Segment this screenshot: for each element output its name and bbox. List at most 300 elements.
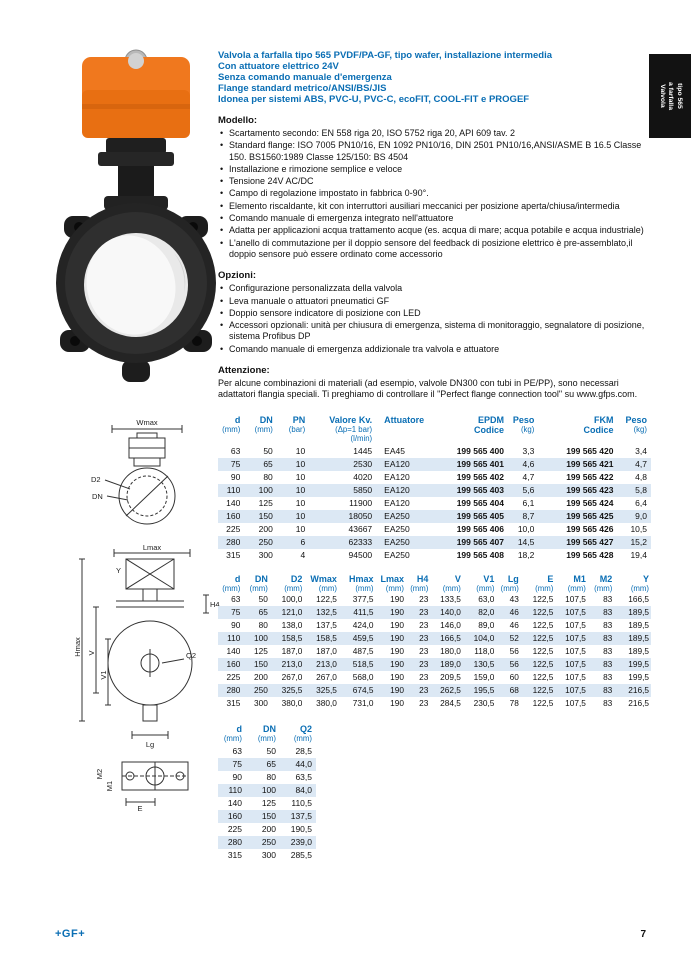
table-cell: 83: [603, 606, 613, 617]
table-cell: 6,1: [522, 497, 535, 508]
column-header: E (mm): [535, 573, 554, 593]
table-cell: 107,5: [565, 619, 586, 630]
column-header: Q2 (mm): [293, 723, 312, 743]
table-row: [218, 849, 316, 862]
table-row: [218, 658, 651, 671]
table-cell: 122,5: [532, 697, 554, 708]
table-cell: 377,5: [352, 593, 374, 604]
table-cell: 10: [295, 497, 306, 508]
dim-label-h4: H4: [210, 600, 220, 609]
table-cell: 190: [390, 697, 404, 708]
table-cell: 190: [390, 632, 404, 643]
table-cell: 239,0: [290, 836, 312, 847]
chapter-side-tab: [649, 54, 691, 138]
table-cell: EA250: [384, 523, 410, 534]
table-cell: 82,0: [478, 606, 495, 617]
model-bullet-list: [218, 128, 651, 260]
table-cell: 80: [266, 771, 276, 782]
table-cell: 160: [226, 510, 241, 521]
drawing-top-view: [82, 418, 212, 533]
table-cell: 23: [419, 645, 429, 656]
table-cell: 80: [258, 619, 268, 630]
table-cell: 100,0: [281, 593, 303, 604]
table-cell: 65: [258, 606, 268, 617]
table-cell: 46: [509, 606, 519, 617]
table-cell: 199,5: [628, 671, 649, 682]
table-row: [218, 671, 651, 684]
table-cell: 83: [603, 619, 613, 630]
table-cell: 140: [227, 797, 242, 808]
table-cell: 230,5: [473, 697, 495, 708]
table-cell: 63: [231, 593, 241, 604]
table-cell: 199 565 400: [456, 445, 504, 456]
table-cell: 107,5: [565, 671, 586, 682]
table-cell: 568,0: [352, 671, 374, 682]
table-cell: 122,5: [532, 684, 554, 695]
table-cell: 110: [228, 784, 242, 795]
table-row: [218, 758, 316, 771]
valve-actuator-image: [56, 48, 216, 396]
column-header: DN (mm): [257, 723, 276, 743]
table-cell: 68: [509, 684, 519, 695]
table-cell: 199,5: [628, 658, 649, 669]
table-cell: 189,5: [628, 632, 649, 643]
title-line: Flange standard metrico/ANSI/BS/JIS: [218, 83, 387, 94]
table-cell: 199 565 422: [566, 471, 614, 482]
table-cell: 180,0: [440, 645, 461, 656]
table-cell: 83: [603, 658, 613, 669]
table-cell: 138,0: [281, 619, 303, 630]
table-cell: 140: [226, 497, 241, 508]
table-cell: 216,5: [628, 684, 649, 695]
table-cell: 125: [258, 497, 273, 508]
table-cell: 199 565 406: [456, 523, 504, 534]
table-cell: 199 565 425: [566, 510, 614, 521]
table-row: [218, 458, 651, 471]
table-cell: 118,0: [474, 645, 495, 656]
options-bullet-list: [218, 283, 651, 355]
table-row: [218, 523, 651, 536]
table-cell: 199 565 423: [566, 484, 614, 495]
dim-label-v: V: [87, 650, 96, 656]
table-cell: 50: [263, 445, 273, 456]
table-cell: EA120: [384, 458, 410, 469]
table-cell: 10: [295, 471, 306, 482]
table-row: [218, 697, 651, 710]
table-cell: 150: [253, 658, 268, 669]
dimensions-table: [218, 574, 651, 710]
table-row: [218, 784, 316, 797]
table-cell: 325,5: [281, 684, 303, 695]
table-cell: 14,5: [517, 536, 535, 547]
table-cell: 83: [603, 684, 613, 695]
table-cell: 411,5: [353, 606, 374, 617]
technical-drawing-detail-view: [92, 752, 210, 812]
table-cell: 150: [258, 510, 273, 521]
dim-label-wmax: Wmax: [136, 418, 158, 427]
side-tab-line: Valvola: [658, 84, 666, 108]
table-cell: 424,0: [352, 619, 374, 630]
column-header: DN (mm): [249, 573, 268, 593]
table-row: [218, 810, 316, 823]
table-cell: 63: [230, 445, 241, 456]
table-cell: 83: [603, 645, 613, 656]
table-cell: 158,5: [281, 632, 303, 643]
column-header: Valore Kv. (Δp=1 bar) (l/min): [329, 414, 373, 443]
table-cell: 300: [261, 849, 276, 860]
table-row: [218, 632, 651, 645]
table-cell: 75: [232, 758, 242, 769]
title-line: Idonea per sistemi ABS, PVC-U, PVC-C, ecoFIT, COOL-FIT e PROGEF: [218, 94, 530, 105]
table-cell: 250: [253, 684, 268, 695]
column-header: Peso (kg): [512, 414, 535, 434]
table-row: [218, 593, 651, 606]
chapter-side-tab-label: [649, 54, 691, 138]
table-cell: 195,5: [473, 684, 495, 695]
table-cell: 15,2: [630, 536, 647, 547]
table-cell: 104,0: [473, 632, 495, 643]
table-cell: 52: [509, 632, 519, 643]
table-cell: 89,0: [478, 619, 495, 630]
table-cell: 199 565 408: [456, 549, 504, 560]
table-cell: 137,5: [290, 810, 312, 821]
table-cell: 216,5: [628, 697, 649, 708]
table-cell: 199 565 403: [456, 484, 504, 495]
table-cell: 199 565 407: [456, 536, 504, 547]
table-cell: 63: [232, 745, 242, 756]
table-cell: 200: [261, 823, 276, 834]
bullet-item: • Configurazione personalizzata della valvola: [218, 283, 651, 294]
table-cell: 213,0: [281, 658, 303, 669]
table-cell: 23: [419, 593, 429, 604]
column-header: Y (mm): [630, 573, 649, 593]
table-cell: 146,0: [440, 619, 461, 630]
dim-label-d2: D2: [91, 475, 101, 484]
bullet-item: • L'anello di commutazione per il doppio sensore del feedback di posizione elettrico è pre-assemblato,il doppio sensore può essere ordinato come accessorio: [218, 238, 651, 261]
table-cell: 75: [230, 458, 241, 469]
table-cell: 125: [253, 645, 268, 656]
column-header: PN (bar): [288, 414, 306, 434]
table-cell: 9,0: [635, 510, 647, 521]
table-cell: 122,5: [532, 645, 554, 656]
table-cell: 23: [419, 671, 429, 682]
table-cell: 190: [390, 684, 404, 695]
model-heading: Modello:: [218, 115, 258, 126]
table-cell: 3,4: [635, 445, 647, 456]
dim-label-m2: M2: [95, 768, 104, 780]
table-cell: 5,6: [522, 484, 535, 495]
column-header: H4 (mm): [410, 573, 429, 593]
table-cell: 190: [390, 606, 404, 617]
table-cell: 10: [295, 445, 306, 456]
table-cell: 1445: [353, 445, 373, 456]
table-cell: 315: [226, 549, 241, 560]
table-cell: 280: [226, 684, 241, 695]
table-cell: 199 565 420: [566, 445, 614, 456]
table-cell: 56: [509, 645, 519, 656]
table-row: [218, 771, 316, 784]
column-header: d (mm): [222, 414, 241, 434]
table-cell: 250: [261, 836, 276, 847]
title-line: Senza comando manuale d'emergenza: [218, 72, 392, 83]
table-cell: 23: [419, 658, 429, 669]
table-cell: 18050: [348, 510, 373, 521]
table-cell: 90: [230, 471, 241, 482]
table-cell: 199 565 405: [456, 510, 504, 521]
table-cell: 315: [226, 697, 241, 708]
table-cell: 199 565 424: [566, 497, 614, 508]
table-cell: 56: [509, 658, 519, 669]
table-cell: 459,5: [352, 632, 374, 643]
table-cell: 63,0: [478, 593, 495, 604]
table-cell: 132,5: [316, 606, 337, 617]
bullet-item: • Campo di regolazione impostato in fabbrica 0-90°.: [218, 188, 651, 199]
table-cell: 190: [390, 645, 404, 656]
table-cell: 4,7: [635, 458, 647, 469]
column-header: Peso (kg): [625, 414, 647, 434]
table-cell: 6,4: [635, 497, 647, 508]
table-cell: 300: [253, 697, 268, 708]
table-cell: 3,3: [522, 445, 535, 456]
table-cell: EA250: [384, 510, 410, 521]
table-cell: 189,5: [628, 619, 649, 630]
table-cell: 83: [603, 593, 613, 604]
dim-label-m1: M1: [105, 780, 114, 792]
table-cell: 4,8: [635, 471, 647, 482]
dim-label-y: Y: [116, 566, 122, 575]
kv-values-table: [218, 413, 651, 562]
column-header: Hmax (mm): [348, 573, 374, 593]
table-cell: 4: [300, 549, 306, 560]
table-cell: 4020: [353, 471, 373, 482]
table-cell: 150: [261, 810, 276, 821]
dim-label-lg: Lg: [145, 740, 155, 749]
bullet-item: • Installazione e rimozione semplice e veloce: [218, 164, 651, 175]
table-cell: 122,5: [532, 619, 554, 630]
bullet-item: • Elemento riscaldante, kit con interruttori ausiliari meccanici per posizione aperta/chiusa/intermedia: [218, 201, 651, 212]
table-cell: 107,5: [565, 645, 586, 656]
table-cell: 225: [227, 823, 242, 834]
table-cell: 674,5: [352, 684, 374, 695]
table-cell: 225: [226, 671, 241, 682]
bullet-item: • Comando manuale di emergenza integrato nell'attuatore: [218, 213, 651, 224]
column-header: Lmax (mm): [380, 573, 404, 593]
table-cell: EA45: [384, 445, 405, 456]
bullet-item: • Scartamento secondo: EN 558 riga 20, ISO 5752 riga 20, API 609 tav. 2: [218, 128, 651, 139]
table-cell: 200: [258, 523, 273, 534]
table-cell: 200: [253, 671, 268, 682]
table-cell: 199 565 421: [566, 458, 614, 469]
table-cell: 107,5: [565, 593, 586, 604]
table-cell: 94500: [348, 549, 373, 560]
table-cell: 267,0: [316, 671, 337, 682]
table-cell: 380,0: [281, 697, 303, 708]
title-line: Con attuatore elettrico 24V: [218, 61, 339, 72]
table-cell: 199 565 401: [456, 458, 504, 469]
table-cell: 160: [226, 658, 241, 669]
table-cell: 158,5: [316, 632, 337, 643]
column-header: DN (mm): [254, 414, 273, 434]
table-cell: 125: [261, 797, 276, 808]
table-cell: 121,0: [281, 606, 303, 617]
table-row: [218, 549, 651, 562]
table-row: [218, 510, 651, 523]
table-cell: 110: [226, 484, 241, 495]
table-cell: EA250: [384, 549, 410, 560]
table-cell: EA120: [384, 484, 410, 495]
table-cell: 84,0: [295, 784, 312, 795]
header-row: [218, 413, 651, 445]
title-line: Valvola a farfalla tipo 565 PVDF/PA-GF, tipo wafer, installazione intermedia: [218, 50, 553, 61]
table-cell: 107,5: [565, 697, 586, 708]
table-row: [218, 619, 651, 632]
table-cell: 140: [226, 645, 241, 656]
table-cell: 325,5: [316, 684, 337, 695]
table-cell: 10: [295, 523, 306, 534]
table-cell: 199 565 404: [456, 497, 504, 508]
table-cell: 122,5: [532, 593, 554, 604]
table-cell: 65: [263, 458, 273, 469]
table-cell: 380,0: [316, 697, 337, 708]
table-cell: 300: [258, 549, 273, 560]
dim-label-hmax: Hmax: [73, 637, 82, 657]
table-cell: 5,8: [635, 484, 647, 495]
table-cell: 159,0: [473, 671, 495, 682]
table-cell: 50: [258, 593, 268, 604]
dim-label-v1: V1: [99, 670, 108, 680]
table-cell: 487,5: [352, 645, 374, 656]
table-row: [218, 823, 316, 836]
table-cell: 18,2: [517, 549, 535, 560]
column-header: Lg (mm): [500, 573, 519, 593]
table-cell: 23: [419, 697, 429, 708]
table-cell: 107,5: [565, 606, 586, 617]
table-cell: 65: [266, 758, 276, 769]
table-cell: 107,5: [565, 632, 586, 643]
table-cell: 190,5: [290, 823, 312, 834]
column-header: Attuatore: [384, 414, 425, 425]
table-cell: 23: [419, 684, 429, 695]
page-number: 7: [640, 929, 646, 940]
table-cell: 83: [603, 632, 613, 643]
table-cell: 110: [227, 632, 241, 643]
table-row: [218, 836, 316, 849]
table-cell: 213,0: [316, 658, 337, 669]
header-row: [218, 574, 651, 593]
table-cell: 166,5: [440, 632, 461, 643]
header-row: [218, 722, 316, 745]
table-cell: 122,5: [532, 658, 554, 669]
table-cell: 160: [227, 810, 242, 821]
attention-heading: Attenzione:: [218, 365, 270, 377]
table-row: [218, 606, 651, 619]
table-cell: EA250: [384, 536, 410, 547]
table-cell: 107,5: [565, 684, 586, 695]
table-cell: 19,4: [630, 549, 647, 560]
table-cell: 199 565 428: [566, 549, 614, 560]
table-cell: 11900: [349, 497, 373, 508]
technical-drawing-front-view: [72, 543, 220, 750]
table-cell: 137,5: [316, 619, 337, 630]
table-cell: 110,5: [291, 797, 312, 808]
dim-label-lmax: Lmax: [142, 543, 162, 552]
content-column: [218, 50, 651, 862]
table-cell: 83: [603, 697, 613, 708]
table-cell: 23: [419, 619, 429, 630]
table-cell: 83: [603, 671, 613, 682]
table-cell: 280: [226, 536, 241, 547]
table-cell: 187,0: [281, 645, 303, 656]
table-cell: 23: [419, 632, 429, 643]
side-tab-line: a farfalla: [667, 82, 675, 110]
table-cell: 262,5: [440, 684, 461, 695]
table-cell: 107,5: [565, 658, 586, 669]
table-cell: 285,5: [290, 849, 312, 860]
drawing-detail-view: [92, 752, 210, 812]
table-cell: 225: [226, 523, 241, 534]
table-cell: 2530: [353, 458, 373, 469]
bullet-item: • Adatta per applicazioni acqua trattamento acque (es. acqua di mare; acqua potabile e acqua industriale): [218, 225, 651, 236]
table-cell: 189,0: [440, 658, 461, 669]
table-cell: 46: [509, 619, 519, 630]
table-cell: 78: [509, 697, 519, 708]
table-cell: 44,0: [295, 758, 312, 769]
table-cell: 100: [258, 484, 273, 495]
table-cell: 250: [258, 536, 273, 547]
table-cell: 122,5: [532, 671, 554, 682]
table-cell: 315: [227, 849, 242, 860]
table-cell: 199 565 426: [566, 523, 614, 534]
table-row: [218, 471, 651, 484]
table-row: [218, 484, 651, 497]
table-cell: 28,5: [295, 745, 312, 756]
table-cell: 10: [295, 510, 306, 521]
attention-text: Per alcune combinazioni di materiali (ad esempio, valvole DN300 con tubi in PE/PP), sono necessari adattatori flangia speciali. Ti preghiamo di controllare il "Perfect flange connection tool" su www.gfps.com.: [218, 378, 638, 400]
column-header: D2 (mm): [284, 573, 303, 593]
column-header: FKM Codice: [583, 414, 614, 435]
column-header: V (mm): [442, 573, 461, 593]
table-cell: 100: [253, 632, 268, 643]
table-cell: 199 565 427: [566, 536, 614, 547]
table-cell: 284,5: [440, 697, 461, 708]
table-cell: 75: [231, 606, 241, 617]
table-cell: 10: [295, 458, 306, 469]
table-cell: EA120: [384, 471, 410, 482]
table-cell: 122,5: [532, 606, 554, 617]
table-cell: 140,0: [440, 606, 461, 617]
table-row: [218, 445, 651, 458]
table-cell: 10,0: [517, 523, 535, 534]
bullet-item: • Standard flange: ISO 7005 PN10/16, EN 1092 PN10/16, DIN 2501 PN10/16,ANSI/ASME B 16.5 Classe 150. BS1560:1989 Classe 125/150: BS 4504: [218, 140, 651, 163]
column-header: d (mm): [223, 723, 242, 743]
column-header: d (mm): [222, 573, 241, 593]
table-row: [218, 745, 316, 758]
table-cell: 60: [509, 671, 519, 682]
table-row: [218, 536, 651, 549]
table-cell: 80: [263, 471, 273, 482]
column-header: M2 (mm): [594, 573, 613, 593]
table-cell: 133,5: [440, 593, 461, 604]
table-cell: 518,5: [352, 658, 374, 669]
bullet-item: • Comando manuale di emergenza addizionale tra valvola e attuatore: [218, 344, 651, 355]
bullet-item: • Accessori opzionali: unità per chiusura di emergenza, sistema di monitoraggio, segnalatore di posizione, sistema Profibus DP: [218, 320, 651, 343]
technical-drawing-top-view: [82, 418, 212, 533]
table-row: [218, 684, 651, 697]
table-cell: 90: [231, 619, 241, 630]
table-cell: 187,0: [316, 645, 337, 656]
table-cell: 190: [390, 658, 404, 669]
table-cell: 4,6: [522, 458, 535, 469]
